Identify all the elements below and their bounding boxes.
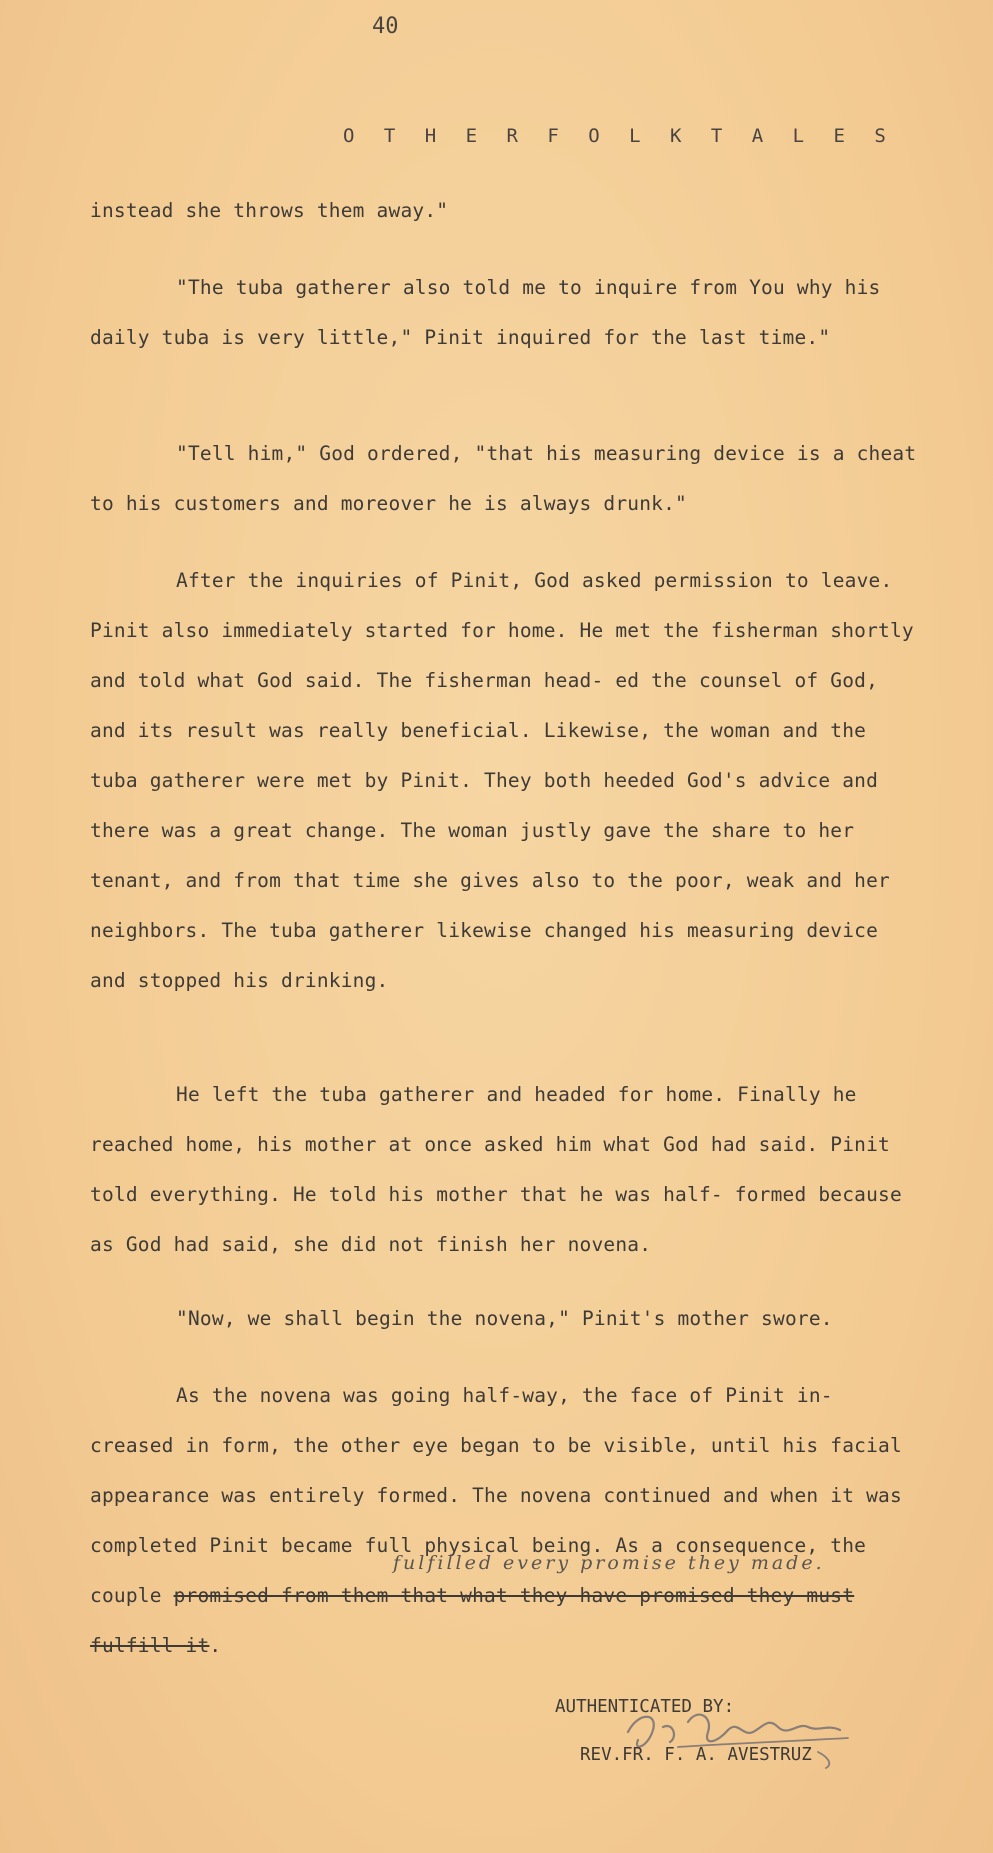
paragraph-1-text: instead she throws them away." [90,199,449,222]
page-number: 40 [372,14,399,39]
authenticated-label: AUTHENTICATED BY: [555,1697,735,1717]
section-heading: O T H E R F O L K T A L E S [343,125,895,147]
paragraph-5 [90,1070,920,1270]
paragraph-3 [90,429,920,529]
paragraph-2-text: "The tuba gatherer also told me to inquire from You why his daily tuba is very little," Pinit inquired for the last time." [90,276,881,349]
paragraph-1 [90,186,920,236]
paragraph-4 [90,556,920,1006]
struck-through-text: promised from them that what they have promised they must fulfill it [90,1584,855,1657]
paragraph-6-text: "Now, we shall begin the novena," Pinit's mother swore. [176,1307,833,1330]
paragraph-5-text: He left the tuba gatherer and headed for home. Finally he reached home, his mother at once asked him what God had said. Pinit told everything. He told his mother that he was half- formed because as God had said, she did not finish her novena. [90,1083,902,1256]
paragraph-4-text: After the inquiries of Pinit, God asked permission to leave. Pinit also immediately started for home. He met the fisherman shortly and told what God said. The fisherman head- ed the counsel of God, and its result was really beneficial. Likewise, the woman and the tuba gatherer were met by Pinit. They both heeded God's advice and there was a great change. The woman justly gave the share to her tenant, and from that time she gives also to the poor, weak and her neighbors. The tuba gatherer likewise changed his measuring device and stopped his drinking. [90,569,914,992]
paragraph-7-start: As the novena was going half-way, the face of Pinit in- creased in form, the other eye began to be visible, until his facial appearance was entirely formed. The novena continued and when it was completed Pinit became full physical being. As a consequence, the couple [90,1384,902,1607]
paragraph-6 [90,1294,920,1344]
signer-name: REV.FR. F. A. AVESTRUZ [580,1745,812,1765]
paragraph-7-text [90,1371,920,1671]
handwritten-insertion: fulfilled every promise they made. [393,1552,825,1574]
paragraph-3-text: "Tell him," God ordered, "that his measuring device is a cheat to his customers and moreover he is always drunk." [90,442,917,515]
paragraph-7-end: . [209,1634,222,1657]
paragraph-7 [90,1371,920,1671]
paragraph-2 [90,263,920,363]
